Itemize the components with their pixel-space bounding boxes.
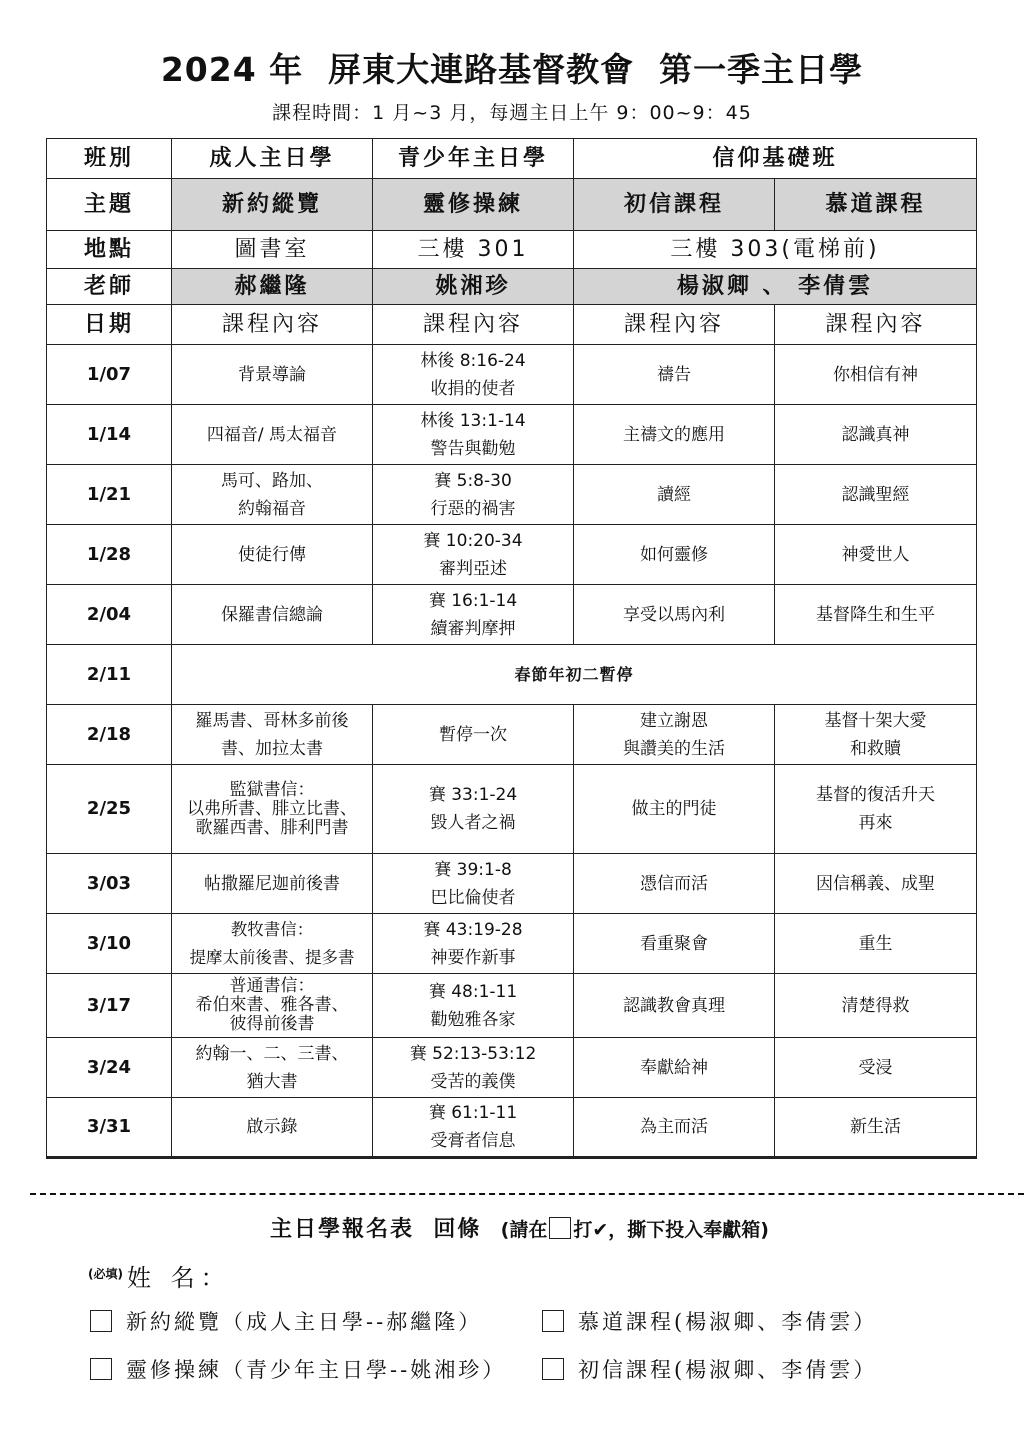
session-basic-content: [574, 405, 775, 465]
session-row: [47, 854, 977, 914]
session-row: [47, 974, 977, 1038]
option-nt-survey[interactable]: 新約縱覽（成人主日學--郝繼隆）: [88, 1306, 482, 1336]
option-checkbox[interactable]: [542, 1310, 564, 1332]
name-label: 姓 名：: [126, 1264, 231, 1292]
session-youth-content: [373, 974, 574, 1038]
session-seeker-content: [775, 345, 977, 405]
session-date: 1/14: [47, 405, 172, 465]
option-seeker[interactable]: 慕道課程(楊淑卿、李倩雲）: [540, 1306, 877, 1336]
session-date: 3/17: [47, 974, 172, 1038]
session-youth-content: [373, 465, 574, 525]
content-line: 清楚得救: [841, 995, 910, 1016]
session-adult-content: [172, 525, 373, 585]
content-header: 課程內容: [172, 305, 373, 345]
content-line: 背景導論: [238, 364, 306, 385]
content-line: 巴比倫使者: [430, 887, 516, 908]
content-line: 賽 61:1-11: [428, 1103, 518, 1123]
session-date: 3/31: [47, 1098, 172, 1158]
content-line: 賽 39:1-8: [434, 859, 512, 880]
teacher-row: [47, 269, 977, 305]
content-line: 如何靈修: [640, 544, 708, 565]
session-seeker-content: [775, 974, 977, 1038]
name-field[interactable]: [88, 1258, 231, 1293]
session-basic-content: [574, 974, 775, 1038]
session-basic-content: [574, 1098, 775, 1158]
content-line: 續審判摩押: [430, 618, 516, 639]
content-line: 和救贖: [850, 738, 901, 759]
topic-row: [47, 179, 977, 231]
content-line: 勸勉雅各家: [430, 1009, 516, 1030]
content-line: 林後 13:1-14: [420, 410, 526, 431]
content-line: 讀經: [657, 484, 691, 505]
form-title: [270, 1212, 769, 1243]
session-seeker-content: [775, 405, 977, 465]
content-line: 使徒行傳: [238, 544, 306, 565]
content-line: 與讚美的生活: [623, 738, 725, 759]
content-line: 保羅書信總論: [221, 604, 323, 625]
session-seeker-content: [775, 525, 977, 585]
content-line: 審判亞述: [439, 558, 507, 579]
content-line: 四福音/ 馬太福音: [206, 424, 338, 445]
holiday-note: 春節年初二暫停: [172, 645, 977, 705]
session-row: [47, 465, 977, 525]
session-row: [47, 585, 977, 645]
session-youth-content: [373, 854, 574, 914]
content-line: 暫停一次: [439, 724, 507, 745]
content-line: 猶大書: [246, 1071, 298, 1092]
session-youth-content: [373, 1098, 574, 1158]
session-row: [47, 645, 977, 705]
session-basic-content: [574, 705, 775, 765]
form-title-text: 主日學報名表 回條: [270, 1217, 482, 1242]
content-line: 因信稱義、成聖: [816, 873, 935, 894]
checkmark-icon: ✔: [592, 1219, 609, 1241]
session-row: [47, 1038, 977, 1098]
class-basic: 信仰基礎班: [574, 139, 977, 179]
content-line: 教牧書信：: [230, 919, 314, 939]
topic-devotion: 靈修操練: [373, 179, 574, 231]
content-line: 希伯來書、雅各書、: [195, 995, 349, 1015]
schedule-table: [46, 138, 977, 1159]
checkbox-icon: [549, 1217, 571, 1239]
session-basic-content: [574, 854, 775, 914]
row-label-teacher: 老師: [47, 269, 172, 305]
session-youth-content: [373, 345, 574, 405]
topic-seeker: 慕道課程: [775, 179, 977, 231]
content-line: 認識教會真理: [623, 995, 725, 1016]
session-adult-content: [172, 405, 373, 465]
session-basic-content: [574, 914, 775, 974]
content-line: 憑信而活: [640, 873, 708, 894]
option-checkbox[interactable]: [90, 1310, 112, 1332]
content-line: 奉獻給神: [640, 1057, 708, 1078]
session-adult-content: [172, 854, 373, 914]
content-header: 課程內容: [574, 305, 775, 345]
tear-off-line: [30, 1193, 1024, 1195]
teacher-adult: 郝繼隆: [172, 269, 373, 305]
session-row: [47, 765, 977, 854]
session-adult-content: [172, 345, 373, 405]
row-label-place: 地點: [47, 231, 172, 269]
content-line: 帖撒羅尼迦前後書: [204, 873, 340, 894]
session-seeker-content: [775, 765, 977, 854]
session-row: [47, 405, 977, 465]
topic-nt-survey: 新約縱覽: [172, 179, 373, 231]
content-line: 歌羅西書、腓利門書: [195, 817, 349, 838]
content-line: 神愛世人: [841, 544, 910, 565]
content-line: 賽 5:8-30: [434, 470, 512, 491]
session-adult-content: [172, 465, 373, 525]
content-line: 賽 43:19-28: [423, 919, 523, 940]
row-label-topic: 主題: [47, 179, 172, 231]
content-line: 做主的門徒: [631, 799, 717, 819]
session-basic-content: [574, 585, 775, 645]
session-youth-content: [373, 525, 574, 585]
session-date: 1/21: [47, 465, 172, 525]
content-line: 看重聚會: [640, 933, 708, 954]
page-title: 2024 年 屏東大連路基督教會 第一季主日學: [160, 50, 864, 89]
session-youth-content: [373, 705, 574, 765]
content-line: 新生活: [850, 1117, 901, 1137]
session-seeker-content: [775, 1038, 977, 1098]
session-youth-content: [373, 765, 574, 854]
content-line: 賽 10:20-34: [423, 530, 523, 551]
session-adult-content: [172, 974, 373, 1038]
session-basic-content: [574, 345, 775, 405]
session-date: 2/18: [47, 705, 172, 765]
session-adult-content: [172, 585, 373, 645]
content-line: 享受以馬內利: [623, 604, 725, 625]
session-youth-content: [373, 405, 574, 465]
row-label-class: 班別: [47, 139, 172, 179]
session-seeker-content: [775, 1098, 977, 1158]
content-line: 毀人者之禍: [430, 813, 516, 833]
content-line: 認識真神: [841, 424, 910, 445]
date-header-row: [47, 305, 977, 345]
content-line: 約翰福音: [238, 498, 306, 519]
session-seeker-content: [775, 914, 977, 974]
content-line: 以弗所書、腓立比書、: [187, 798, 357, 819]
session-youth-content: [373, 1038, 574, 1098]
content-line: 受浸: [858, 1057, 893, 1078]
option-new-believer[interactable]: 初信課程(楊淑卿、李倩雲）: [540, 1354, 877, 1384]
content-header: 課程內容: [373, 305, 574, 345]
session-adult-content: [172, 914, 373, 974]
teacher-youth: 姚湘珍: [373, 269, 574, 305]
content-line: 重生: [858, 933, 893, 954]
content-line: 林後 8:16-24: [420, 350, 526, 371]
content-line: 神要作新事: [430, 947, 516, 968]
content-line: 馬可、路加、: [221, 470, 323, 491]
content-line: 普通書信：: [229, 976, 315, 996]
place-library: 圖書室: [172, 231, 373, 269]
content-line: 彼得前後書: [229, 1014, 315, 1034]
class-youth: 青少年主日學: [373, 139, 574, 179]
form-instruction: (請在 打✔，撕下投入奉獻箱): [500, 1219, 769, 1241]
session-seeker-content: [775, 705, 977, 765]
content-line: 賽 33:1-24: [428, 785, 518, 805]
content-line: 啟示錄: [246, 1117, 298, 1137]
option-checkbox[interactable]: [90, 1358, 112, 1380]
content-line: 為主而活: [640, 1117, 708, 1137]
class-row: [47, 139, 977, 179]
session-basic-content: [574, 465, 775, 525]
content-line: 受膏者信息: [430, 1131, 516, 1151]
content-line: 提摩太前後書、提多書: [189, 947, 355, 967]
session-date: 3/24: [47, 1038, 172, 1098]
content-line: 賽 52:13-53:12: [409, 1043, 537, 1064]
place-303: 三樓 303(電梯前): [574, 231, 977, 269]
session-youth-content: [373, 914, 574, 974]
place-row: [47, 231, 977, 269]
content-line: 基督降生和生平: [816, 604, 935, 625]
content-line: 收捐的使者: [430, 378, 516, 399]
content-line: 你相信有神: [833, 364, 918, 385]
session-seeker-content: [775, 585, 977, 645]
course-time-subtitle: 課程時間：1 月~3 月，每週主日上午 9：00~9：45: [272, 102, 752, 124]
content-line: 羅馬書、哥林多前後: [195, 710, 349, 731]
session-date: 1/28: [47, 525, 172, 585]
session-row: [47, 914, 977, 974]
session-seeker-content: [775, 465, 977, 525]
content-line: 再來: [858, 813, 893, 833]
class-adult: 成人主日學: [172, 139, 373, 179]
session-basic-content: [574, 525, 775, 585]
session-date: 1/07: [47, 345, 172, 405]
content-line: 約翰一、二、三書、: [195, 1043, 349, 1064]
content-line: 書、加拉太書: [221, 738, 323, 759]
session-basic-content: [574, 765, 775, 854]
row-label-date: 日期: [47, 305, 172, 345]
content-line: 基督的復活升天: [816, 785, 935, 805]
content-line: 行惡的禍害: [430, 498, 516, 519]
content-line: 主禱文的應用: [623, 424, 725, 445]
content-header: 課程內容: [775, 305, 977, 345]
session-adult-content: [172, 705, 373, 765]
option-devotion[interactable]: 靈修操練（青少年主日學--姚湘珍）: [88, 1354, 506, 1384]
session-row: [47, 525, 977, 585]
content-line: 禱告: [657, 364, 691, 385]
topic-new-believer: 初信課程: [574, 179, 775, 231]
content-line: 基督十架大愛: [824, 710, 927, 731]
session-date: 3/10: [47, 914, 172, 974]
content-line: 警告與勸勉: [430, 438, 516, 459]
content-line: 賽 16:1-14: [428, 590, 518, 611]
session-youth-content: [373, 585, 574, 645]
session-adult-content: [172, 1038, 373, 1098]
session-basic-content: [574, 1038, 775, 1098]
content-line: 建立謝恩: [640, 710, 708, 731]
content-line: 賽 48:1-11: [428, 981, 518, 1002]
session-date: 3/03: [47, 854, 172, 914]
content-line: 認識聖經: [841, 484, 910, 505]
teacher-basic: 楊淑卿 、 李倩雲: [574, 269, 977, 305]
content-line: 受苦的義僕: [430, 1071, 516, 1092]
session-adult-content: [172, 1098, 373, 1158]
session-date: 2/11: [47, 645, 172, 705]
session-row: [47, 345, 977, 405]
session-date: 2/04: [47, 585, 172, 645]
option-checkbox[interactable]: [542, 1358, 564, 1380]
content-line: 監獄書信：: [229, 779, 315, 800]
required-tag: (必填): [88, 1267, 123, 1281]
session-date: 2/25: [47, 765, 172, 854]
place-301: 三樓 301: [373, 231, 574, 269]
session-adult-content: [172, 765, 373, 854]
session-row: [47, 1098, 977, 1158]
session-row: [47, 705, 977, 765]
session-seeker-content: [775, 854, 977, 914]
